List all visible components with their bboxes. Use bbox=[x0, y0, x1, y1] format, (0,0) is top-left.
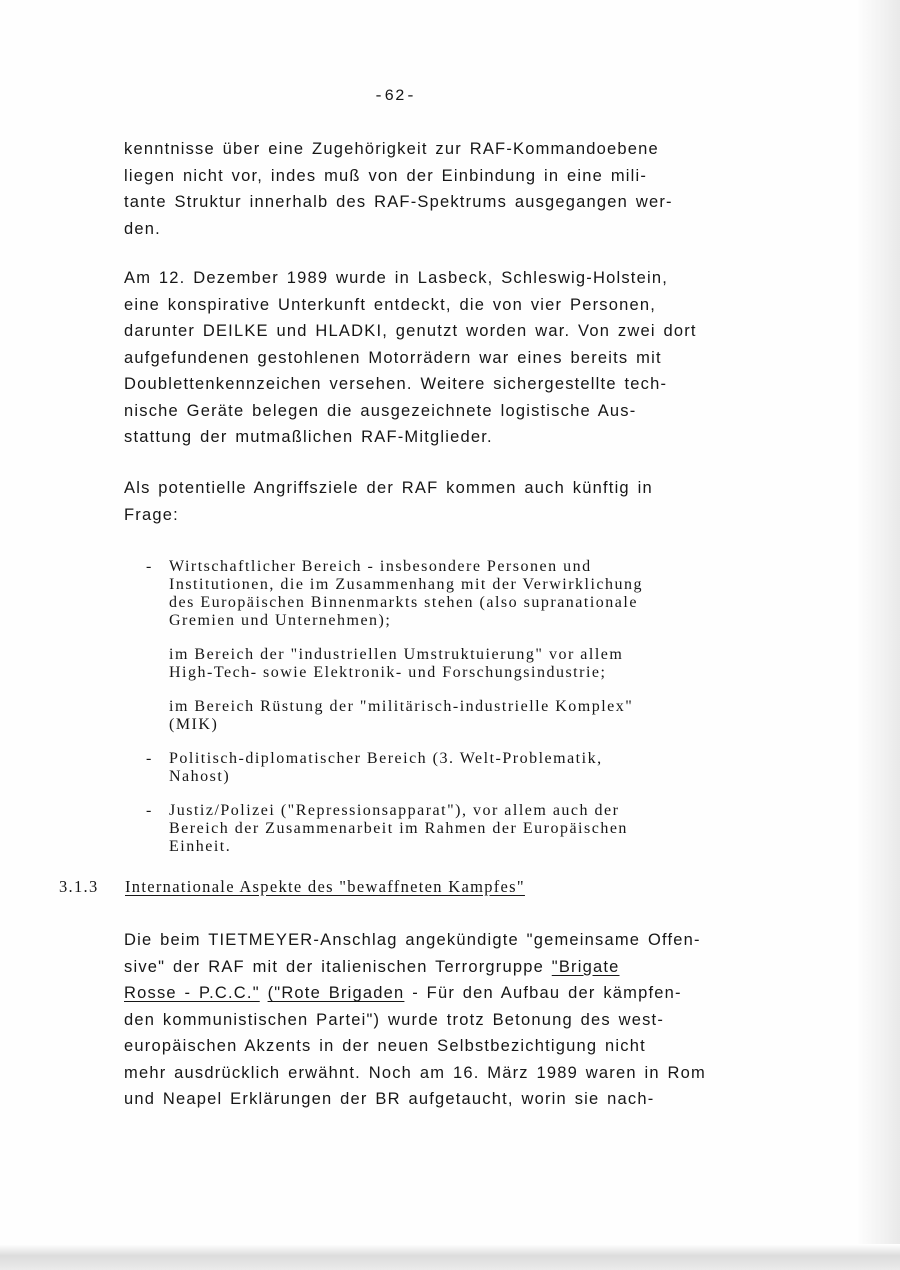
text-line: und Neapel Erklärungen der BR aufgetaucht, worin sie nach- bbox=[124, 1090, 655, 1108]
underlined-fragment: ("Rote Brigaden bbox=[267, 984, 405, 1002]
text-line: kenntnisse über eine Zugehörigkeit zur RAF-Kommandoebene bbox=[124, 140, 659, 158]
text-line: Am 12. Dezember 1989 wurde in Lasbeck, Schleswig-Holstein, bbox=[124, 269, 668, 287]
text-line: aufgefundenen gestohlenen Motorrädern war eines bereits mit bbox=[124, 348, 662, 367]
underlined-fragment: "Brigate bbox=[551, 957, 620, 976]
text-line: den. bbox=[124, 219, 161, 238]
page-bottom-shadow bbox=[0, 1244, 900, 1270]
text-line: Als potentielle Angriffsziele der RAF kommen auch künftig in bbox=[124, 479, 653, 497]
text-line: Institutionen, die im Zusammenhang mit der Verwirklichung bbox=[169, 576, 644, 593]
list-item-text bbox=[169, 558, 806, 630]
page-edge-shadow bbox=[856, 0, 900, 1270]
text-line: Einheit. bbox=[169, 838, 232, 855]
paragraph-targets-intro bbox=[124, 475, 804, 528]
text-line bbox=[124, 980, 804, 1007]
text-line: High-Tech- sowie Elektronik- und Forschungsindustrie; bbox=[169, 664, 607, 681]
paragraph-lasbeck bbox=[124, 265, 804, 451]
list-item bbox=[146, 646, 806, 682]
text-line: europäischen Akzents in der neuen Selbstbezichtigung nicht bbox=[124, 1037, 646, 1055]
text-line: mehr ausdrücklich erwähnt. Noch am 16. März 1989 waren in Rom bbox=[124, 1063, 706, 1082]
list-item bbox=[146, 802, 806, 856]
section-number: 3.1.3 bbox=[59, 877, 99, 896]
list-dash: - bbox=[146, 750, 153, 767]
text-line: im Bereich Rüstung der "militärisch-industrielle Komplex" bbox=[169, 698, 634, 715]
list-item-text bbox=[169, 750, 806, 786]
paragraph-international bbox=[124, 927, 804, 1113]
text-fragment: sive" der RAF mit der italienischen Terrorgruppe bbox=[124, 957, 552, 976]
text-line: eine konspirative Unterkunft entdeckt, die von vier Personen, bbox=[124, 295, 657, 314]
text-line: Die beim TIETMEYER-Anschlag angekündigte "gemeinsame Offen- bbox=[124, 931, 701, 949]
text-line: Justiz/Polizei ("Repressionsapparat"), vor allem auch der bbox=[169, 802, 620, 819]
list-item bbox=[146, 698, 806, 734]
page-number: -62- bbox=[373, 87, 417, 105]
text-line: tante Struktur innerhalb des RAF-Spektrums ausgegangen wer- bbox=[124, 193, 673, 211]
list-item bbox=[146, 750, 806, 786]
text-line: stattung der mutmaßlichen RAF-Mitglieder. bbox=[124, 428, 493, 446]
list-dash: - bbox=[146, 802, 153, 819]
text-line: darunter DEILKE und HLADKI, genutzt worden war. Von zwei dort bbox=[124, 322, 697, 340]
text-line: Wirtschaftlicher Bereich - insbesondere Personen und bbox=[169, 558, 592, 575]
text-line: Nahost) bbox=[169, 768, 231, 785]
text-line: Politisch-diplomatischer Bereich (3. Welt-Problematik, bbox=[169, 750, 603, 767]
section-heading bbox=[59, 877, 525, 897]
text-line: des Europäischen Binnenmarkts stehen (also supranationale bbox=[169, 594, 638, 611]
text-line: Frage: bbox=[124, 505, 179, 524]
text-line: Bereich der Zusammenarbeit im Rahmen der Europäischen bbox=[169, 820, 628, 837]
list-item bbox=[146, 558, 806, 630]
text-fragment: - Für den Aufbau der kämpfen- bbox=[404, 984, 682, 1002]
text-fragment bbox=[260, 984, 268, 1002]
section-title: Internationale Aspekte des "bewaffneten Kampfes" bbox=[125, 877, 525, 896]
text-line: nische Geräte belegen die ausgezeichnete logistische Aus- bbox=[124, 401, 637, 420]
list-item-text bbox=[169, 802, 806, 856]
text-line: Doublettenkennzeichen versehen. Weitere sichergestellte tech- bbox=[124, 375, 668, 393]
list-dash: - bbox=[146, 558, 153, 575]
text-line: den kommunistischen Partei") wurde trotz Betonung des west- bbox=[124, 1010, 665, 1029]
paragraph-raf-membership bbox=[124, 136, 804, 242]
text-line: im Bereich der "industriellen Umstruktuierung" vor allem bbox=[169, 646, 624, 663]
text-line: liegen nicht vor, indes muß von der Einbindung in eine mili- bbox=[124, 166, 648, 185]
text-line: (MIK) bbox=[169, 716, 219, 733]
list-item-text bbox=[169, 698, 806, 734]
list-item-text bbox=[169, 646, 806, 682]
underlined-fragment: Rosse - P.C.C." bbox=[124, 984, 260, 1002]
target-list bbox=[146, 558, 806, 872]
text-line bbox=[124, 954, 804, 981]
text-line: Gremien und Unternehmen); bbox=[169, 612, 392, 629]
